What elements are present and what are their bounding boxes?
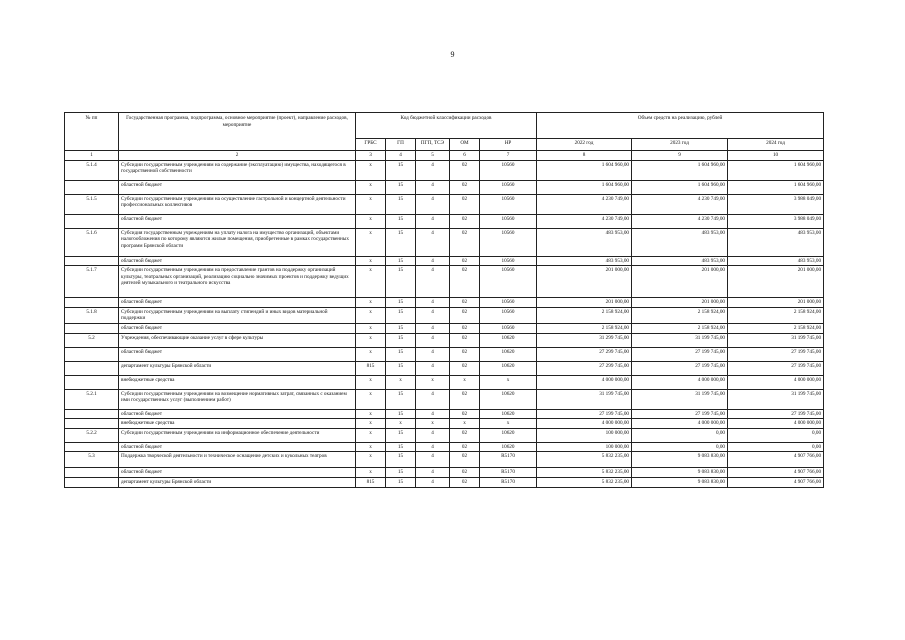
table-row (65, 347, 824, 361)
cell-2023: 4 000 000,00 (632, 375, 728, 389)
table-row (65, 194, 824, 214)
cell-2023: 1 604 960,00 (632, 160, 728, 180)
header-om: ОМ (450, 139, 480, 151)
cell-nr: 10620 (480, 347, 537, 361)
cell-pgp: 4 (416, 256, 450, 266)
index-cell: 3 (356, 151, 386, 161)
cell-pgp: 4 (416, 214, 450, 228)
cell-2023: 483 953,00 (632, 256, 728, 266)
cell-2023: 31 199 745,00 (632, 333, 728, 347)
cell-nr: 10560 (480, 323, 537, 333)
header-pgp: ПГП, ТСЭ (416, 139, 450, 151)
cell-grbs: x (356, 428, 386, 442)
table-row (65, 468, 824, 478)
row-name: областной бюджет (119, 323, 356, 333)
cell-nr: 10620 (480, 428, 537, 442)
cell-gp: 15 (386, 409, 416, 419)
cell-om: 02 (450, 347, 480, 361)
cell-nr: 10620 (480, 409, 537, 419)
cell-grbs: x (356, 442, 386, 452)
row-name: областной бюджет (119, 256, 356, 266)
cell-grbs: x (356, 452, 386, 468)
cell-grbs: x (356, 266, 386, 298)
row-number: 5.2.1 (65, 389, 119, 409)
cell-2022: 5 832 235,00 (537, 468, 632, 478)
budget-table (64, 112, 824, 488)
cell-2022: 4 000 000,00 (537, 419, 632, 429)
cell-grbs: x (356, 389, 386, 409)
cell-gp: 15 (386, 194, 416, 214)
index-cell: 10 (728, 151, 824, 161)
cell-2024: 27 199 745,00 (728, 347, 824, 361)
cell-grbs: 815 (356, 361, 386, 375)
index-cell: 6 (450, 151, 480, 161)
cell-pgp: 4 (416, 361, 450, 375)
index-cell: 7 (480, 151, 537, 161)
cell-grbs: x (356, 307, 386, 323)
cell-nr: 10620 (480, 333, 537, 347)
cell-gp: 15 (386, 452, 416, 468)
table-row (65, 160, 824, 180)
cell-2024: 483 953,00 (728, 256, 824, 266)
cell-pgp: 4 (416, 180, 450, 194)
row-name: областной бюджет (119, 468, 356, 478)
cell-2024: 4 000 000,00 (728, 419, 824, 429)
row-name: Субсидии государственным учреждениям на осуществление гастрольной и концертной деятельности профессиональных коллективов (119, 194, 356, 214)
cell-pgp: 4 (416, 160, 450, 180)
row-name: областной бюджет (119, 347, 356, 361)
cell-gp: 15 (386, 442, 416, 452)
cell-2023: 483 953,00 (632, 228, 728, 256)
row-number (65, 468, 119, 478)
cell-2022: 201 000,00 (537, 298, 632, 308)
cell-grbs: x (356, 160, 386, 180)
table-row (65, 266, 824, 298)
table-row (65, 442, 824, 452)
row-number (65, 214, 119, 228)
table-row (65, 323, 824, 333)
cell-grbs: x (356, 194, 386, 214)
cell-om: 02 (450, 180, 480, 194)
row-name: внебюджетные средства (119, 375, 356, 389)
cell-om: 02 (450, 323, 480, 333)
cell-pgp: 4 (416, 333, 450, 347)
cell-pgp: 4 (416, 194, 450, 214)
header-year-2023: 2023 год (632, 139, 728, 151)
cell-2023: 0,00 (632, 442, 728, 452)
cell-2022: 27 299 745,00 (537, 347, 632, 361)
cell-om: 02 (450, 477, 480, 487)
row-name: департамент культуры Брянской области (119, 361, 356, 375)
cell-2024: 0,00 (728, 442, 824, 452)
cell-2022: 2 158 924,00 (537, 323, 632, 333)
cell-2022: 27 199 745,00 (537, 409, 632, 419)
cell-gp: 15 (386, 266, 416, 298)
cell-gp: 15 (386, 160, 416, 180)
table-row (65, 409, 824, 419)
cell-2024: 4 907 766,00 (728, 452, 824, 468)
cell-2024: 4 000 000,00 (728, 375, 824, 389)
header-gp: ГП (386, 139, 416, 151)
cell-nr: R5170 (480, 477, 537, 487)
table-row (65, 214, 824, 228)
cell-om: 02 (450, 256, 480, 266)
cell-nr: 10620 (480, 442, 537, 452)
cell-grbs: x (356, 409, 386, 419)
cell-grbs: x (356, 323, 386, 333)
cell-om: 02 (450, 298, 480, 308)
cell-nr: 10560 (480, 180, 537, 194)
cell-2023: 27 199 745,00 (632, 361, 728, 375)
cell-gp: 15 (386, 180, 416, 194)
cell-gp: 15 (386, 477, 416, 487)
cell-2023: 201 000,00 (632, 298, 728, 308)
table-row (65, 389, 824, 409)
cell-2024: 31 199 745,00 (728, 389, 824, 409)
cell-om: 02 (450, 468, 480, 478)
row-name: департамент культуры Брянской области (119, 477, 356, 487)
table-row (65, 428, 824, 442)
cell-2022: 4 230 749,00 (537, 214, 632, 228)
cell-2022: 201 000,00 (537, 266, 632, 298)
cell-pgp: 4 (416, 389, 450, 409)
row-name: областной бюджет (119, 180, 356, 194)
cell-nr: x (480, 375, 537, 389)
table-row (65, 361, 824, 375)
cell-nr: 10560 (480, 256, 537, 266)
row-name: областной бюджет (119, 409, 356, 419)
cell-2022: 31 299 745,00 (537, 333, 632, 347)
cell-grbs: x (356, 214, 386, 228)
cell-2024: 0,00 (728, 428, 824, 442)
cell-om: 02 (450, 194, 480, 214)
row-name: областной бюджет (119, 214, 356, 228)
row-name: областной бюджет (119, 442, 356, 452)
cell-om: 02 (450, 442, 480, 452)
cell-om: 02 (450, 361, 480, 375)
cell-2022: 4 000 000,00 (537, 375, 632, 389)
row-number: 5.3 (65, 452, 119, 468)
cell-gp: 15 (386, 228, 416, 256)
row-number (65, 442, 119, 452)
cell-gp: 15 (386, 307, 416, 323)
cell-2023: 9 083 830,00 (632, 477, 728, 487)
header-year-2024: 2024 год (728, 139, 824, 151)
cell-gp: x (386, 419, 416, 429)
cell-pgp: 4 (416, 452, 450, 468)
cell-2023: 9 083 830,00 (632, 468, 728, 478)
cell-2023: 9 083 830,00 (632, 452, 728, 468)
cell-pgp: 4 (416, 442, 450, 452)
cell-pgp: 4 (416, 477, 450, 487)
cell-om: 02 (450, 266, 480, 298)
cell-om: 02 (450, 428, 480, 442)
page-number: 9 (450, 50, 455, 59)
row-number: 5.2 (65, 333, 119, 347)
cell-grbs: x (356, 347, 386, 361)
row-name: внебюджетные средства (119, 419, 356, 429)
cell-2024: 1 604 960,00 (728, 180, 824, 194)
cell-pgp: 4 (416, 428, 450, 442)
table-row (65, 256, 824, 266)
cell-pgp: x (416, 375, 450, 389)
cell-nr: x (480, 419, 537, 429)
row-name: областной бюджет (119, 298, 356, 308)
cell-nr: 10560 (480, 214, 537, 228)
cell-om: 02 (450, 228, 480, 256)
cell-om: x (450, 375, 480, 389)
table-row (65, 333, 824, 347)
row-number (65, 180, 119, 194)
table-row (65, 307, 824, 323)
cell-2023: 31 199 745,00 (632, 389, 728, 409)
row-number (65, 347, 119, 361)
header-nr: НР (480, 139, 537, 151)
row-number: 5.2.2 (65, 428, 119, 442)
table-row (65, 180, 824, 194)
table-row (65, 419, 824, 429)
cell-2024: 31 199 745,00 (728, 333, 824, 347)
cell-pgp: 4 (416, 298, 450, 308)
cell-gp: 15 (386, 468, 416, 478)
cell-gp: 15 (386, 428, 416, 442)
cell-pgp: 4 (416, 409, 450, 419)
header-num: № пп (65, 113, 119, 151)
cell-2022: 100 000,00 (537, 442, 632, 452)
cell-grbs: x (356, 419, 386, 429)
cell-pgp: x (416, 419, 450, 429)
cell-gp: 15 (386, 333, 416, 347)
index-cell: 4 (386, 151, 416, 161)
cell-om: 02 (450, 307, 480, 323)
cell-2024: 2 158 924,00 (728, 307, 824, 323)
header-code-group: Код бюджетной классификации расходов (356, 113, 537, 139)
cell-om: 02 (450, 409, 480, 419)
table-row (65, 375, 824, 389)
table-row (65, 298, 824, 308)
cell-nr: 10560 (480, 266, 537, 298)
row-name: Субсидия государственным учреждениям на уплату налога на имущество организаций, объектами налогообложения по которому являются жилые помещения, приобретенные в рамках государственных программ Брянской области (119, 228, 356, 256)
row-name: Учреждения, обеспечивающие оказание услуг в сфере культуры (119, 333, 356, 347)
cell-om: 02 (450, 333, 480, 347)
row-number: 5.1.6 (65, 228, 119, 256)
cell-2024: 4 907 766,00 (728, 468, 824, 478)
cell-gp: x (386, 375, 416, 389)
row-name: Субсидии государственным учреждениям на предоставление грантов на поддержку организаций культуры, театральных организаций, реализацию социально значимых проектов и поддержку ведущих деятелей музыкального и театрального искусства (119, 266, 356, 298)
cell-2023: 27 199 745,00 (632, 409, 728, 419)
cell-grbs: x (356, 256, 386, 266)
row-number (65, 256, 119, 266)
cell-2022: 100 000,00 (537, 428, 632, 442)
cell-om: x (450, 419, 480, 429)
cell-2023: 4 000 000,00 (632, 419, 728, 429)
cell-2022: 483 953,00 (537, 228, 632, 256)
row-number (65, 323, 119, 333)
row-number (65, 298, 119, 308)
cell-2024: 4 907 766,00 (728, 477, 824, 487)
cell-2022: 4 230 749,00 (537, 194, 632, 214)
cell-nr: 10560 (480, 160, 537, 180)
row-name: Субсидии государственным учреждениям на выплату стипендий и иных видов материальной поддержки (119, 307, 356, 323)
cell-nr: 10560 (480, 194, 537, 214)
cell-pgp: 4 (416, 228, 450, 256)
cell-2022: 5 832 235,00 (537, 477, 632, 487)
cell-grbs: x (356, 468, 386, 478)
cell-om: 02 (450, 452, 480, 468)
cell-2022: 2 158 924,00 (537, 307, 632, 323)
cell-pgp: 4 (416, 468, 450, 478)
cell-2022: 31 199 745,00 (537, 389, 632, 409)
cell-pgp: 4 (416, 307, 450, 323)
row-name: Субсидии государственным учреждениям на содержание (эксплуатацию) имущества, находящегося в государственной собственности (119, 160, 356, 180)
cell-nr: 10560 (480, 228, 537, 256)
cell-2024: 27 199 745,00 (728, 361, 824, 375)
row-number: 5.1.7 (65, 266, 119, 298)
cell-2022: 1 604 960,00 (537, 160, 632, 180)
cell-2024: 27 199 745,00 (728, 409, 824, 419)
cell-grbs: 815 (356, 477, 386, 487)
row-number (65, 375, 119, 389)
index-cell: 5 (416, 151, 450, 161)
cell-2023: 4 230 749,00 (632, 194, 728, 214)
cell-gp: 15 (386, 361, 416, 375)
cell-nr: 10560 (480, 307, 537, 323)
row-name: Субсидии государственным учреждениям на возмещение нормативных затрат, связанных с оказанием ими государственных услуг (выполнением работ) (119, 389, 356, 409)
cell-pgp: 4 (416, 323, 450, 333)
cell-2024: 201 000,00 (728, 266, 824, 298)
cell-2024: 1 604 960,00 (728, 160, 824, 180)
table-row (65, 452, 824, 468)
cell-2024: 3 988 049,00 (728, 194, 824, 214)
cell-2023: 1 604 960,00 (632, 180, 728, 194)
table-row (65, 477, 824, 487)
header-year-2022: 2022 год (537, 139, 632, 151)
cell-om: 02 (450, 160, 480, 180)
row-number (65, 477, 119, 487)
row-number: 5.1.8 (65, 307, 119, 323)
index-cell: 9 (632, 151, 728, 161)
cell-grbs: x (356, 375, 386, 389)
cell-grbs: x (356, 180, 386, 194)
cell-nr: 10620 (480, 389, 537, 409)
cell-2024: 2 158 924,00 (728, 323, 824, 333)
column-index-row (65, 151, 824, 161)
row-number (65, 361, 119, 375)
index-cell: 1 (65, 151, 119, 161)
cell-gp: 15 (386, 323, 416, 333)
cell-2023: 27 199 745,00 (632, 347, 728, 361)
cell-grbs: x (356, 333, 386, 347)
row-number (65, 409, 119, 419)
cell-grbs: x (356, 228, 386, 256)
row-number: 5.1.5 (65, 194, 119, 214)
cell-nr: R5170 (480, 468, 537, 478)
row-name: Поддержка творческой деятельности и техническое оснащение детских и кукольных театров (119, 452, 356, 468)
cell-2022: 1 604 960,00 (537, 180, 632, 194)
cell-om: 02 (450, 214, 480, 228)
cell-om: 02 (450, 389, 480, 409)
index-cell: 2 (119, 151, 356, 161)
cell-gp: 15 (386, 214, 416, 228)
cell-gp: 15 (386, 298, 416, 308)
header-volume-group: Объем средств на реализацию, рублей (537, 113, 824, 139)
cell-gp: 15 (386, 347, 416, 361)
index-cell: 8 (537, 151, 632, 161)
cell-gp: 15 (386, 389, 416, 409)
cell-pgp: 4 (416, 347, 450, 361)
table-row (65, 228, 824, 256)
header-grbs: ГРБС (356, 139, 386, 151)
cell-gp: 15 (386, 256, 416, 266)
cell-grbs: x (356, 298, 386, 308)
cell-nr: 10620 (480, 361, 537, 375)
cell-nr: R5170 (480, 452, 537, 468)
cell-2024: 483 953,00 (728, 228, 824, 256)
header-name: Государственная программа, подпрограмма, основное мероприятие (проект), направление расходов, мероприятие (119, 113, 356, 151)
row-number: 5.1.4 (65, 160, 119, 180)
cell-2023: 4 230 749,00 (632, 214, 728, 228)
cell-2022: 5 832 235,00 (537, 452, 632, 468)
cell-2022: 483 953,00 (537, 256, 632, 266)
cell-nr: 10560 (480, 298, 537, 308)
cell-2023: 2 158 924,00 (632, 323, 728, 333)
cell-pgp: 4 (416, 266, 450, 298)
cell-2024: 3 988 049,00 (728, 214, 824, 228)
cell-2023: 201 000,00 (632, 266, 728, 298)
cell-2022: 27 299 745,00 (537, 361, 632, 375)
row-number (65, 419, 119, 429)
cell-2024: 201 000,00 (728, 298, 824, 308)
cell-2023: 2 158 924,00 (632, 307, 728, 323)
row-name: Субсидии государственным учреждениям на информационное обеспечение деятельности (119, 428, 356, 442)
cell-2023: 0,00 (632, 428, 728, 442)
